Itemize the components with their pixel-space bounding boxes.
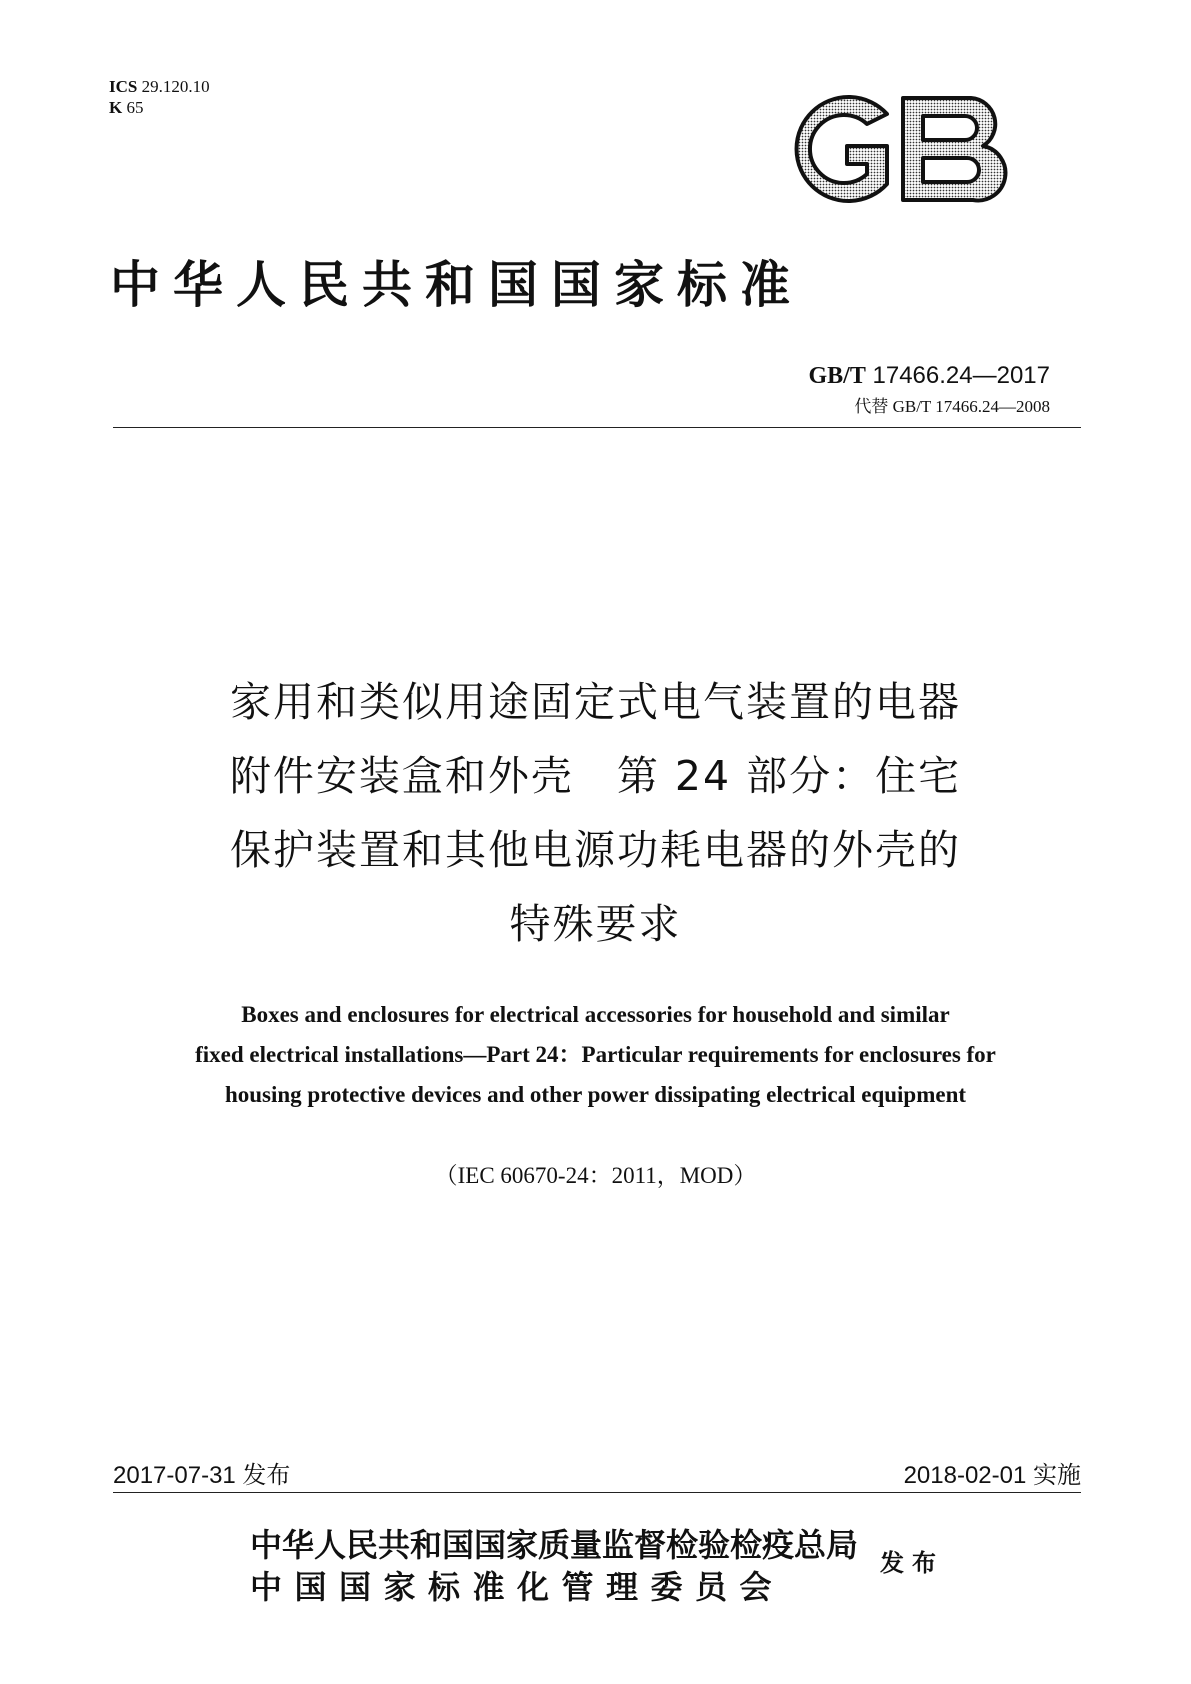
classification-codes	[109, 76, 210, 118]
title-english	[100, 995, 1091, 1115]
standard-number: GB/T 17466.24—2017	[808, 362, 1050, 389]
title-cn-line: 附件安装盒和外壳 第 24 部分：住宅	[229, 752, 962, 800]
replaces-standard: 代替 GB/T 17466.24—2008	[854, 397, 1050, 416]
issuer-aqsiq: 中华人民共和国国家质量监督检验检疫总局	[250, 1526, 859, 1564]
iec-reference: （IEC 60670-24：2011，MOD）	[434, 1163, 757, 1188]
ics-code: ICS 29.120.10	[109, 77, 210, 96]
issuer-sac: 中国国家标准化管理委员会	[250, 1568, 785, 1606]
gb-logo	[783, 90, 1013, 208]
title-cn-line: 家用和类似用途固定式电气装置的电器	[230, 678, 961, 726]
title-cn-line: 保护装置和其他电源功耗电器的外壳的	[230, 826, 961, 874]
national-standard-heading: 中华人民共和国国家标准	[110, 255, 803, 314]
implementation-date: 2018-02-01 实施	[903, 1462, 1081, 1489]
title-cn-line: 特殊要求	[509, 900, 682, 948]
publish-label: 发布	[880, 1548, 944, 1577]
issue-date: 2017-07-31 发布	[113, 1462, 291, 1489]
title-en-line: fixed electrical installations—Part 24：Particular requirements for enclosures for	[195, 1042, 996, 1067]
title-chinese	[100, 665, 1091, 961]
title-en-line: housing protective devices and other power dissipating electrical equipment	[224, 1082, 967, 1107]
title-en-line: Boxes and enclosures for electrical accessories for household and similar	[241, 1002, 950, 1027]
ccs-code: K 65	[109, 98, 144, 117]
footer-divider	[113, 1492, 1081, 1493]
header-divider	[113, 427, 1081, 428]
